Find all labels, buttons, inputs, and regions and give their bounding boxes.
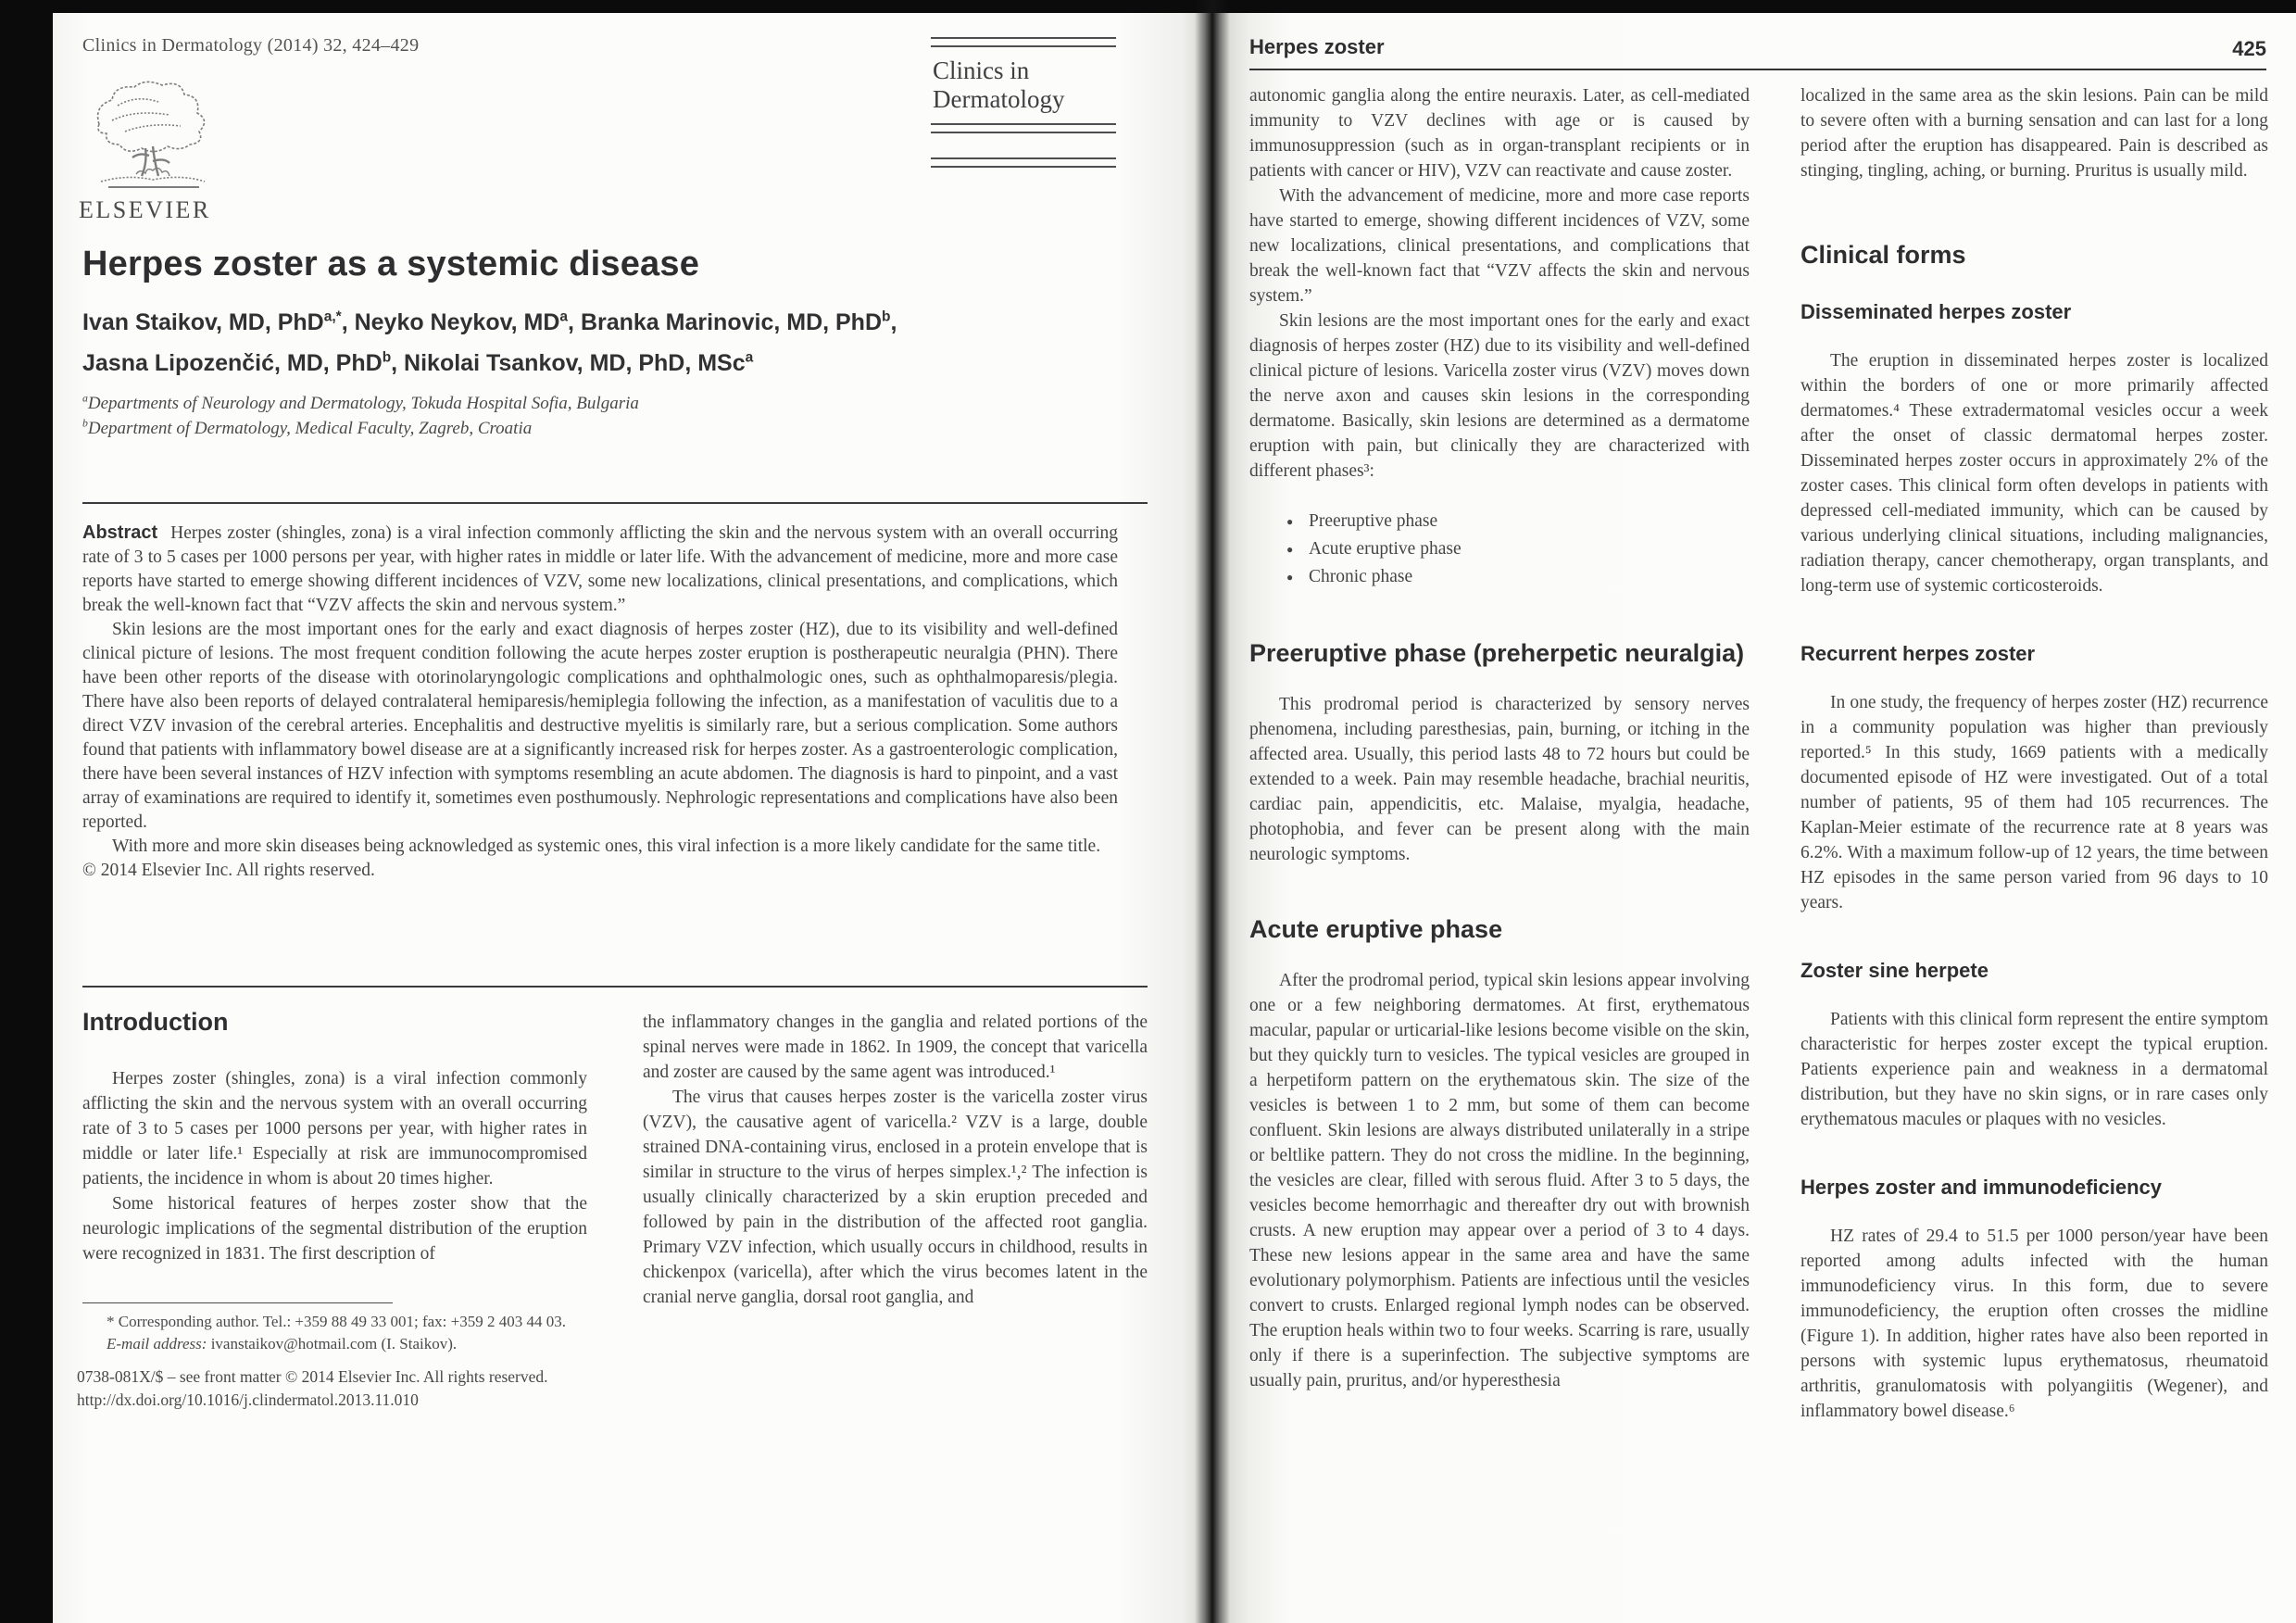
intro-paragraph-1: Herpes zoster (shingles, zona) is a viral infection commonly afflicting the skin and the nervous system with an overall occurring rate of 3 to 5 cases per 1000 persons per year, with higher rates in middle or later life.¹ Especially at risk are immunocompromised patients, the incidence in whom is about 20 times higher.: [82, 1069, 587, 1189]
abstract-p1-text: Herpes zoster (shingles, zona) is a viral infection commonly afflicting the skin and the nervous system with an overall occurring rate of 3 to 5 cases per 1000 persons per year, with higher rates in middle or later life. With the advancement of medicine, more and more case reports have started to emerge showing different incidences of VZV, some new localizations, clinical presentations, and complications, which break the well-known fact that “VZV affects the skin and nervous system.”: [82, 523, 1118, 615]
advancement-paragraph: With the advancement of medicine, more and more case reports have started to emerge, showing different incidences of VZV, some new localizations, clinical presentations, and complications that break the well-known fact that “VZV affects the skin and nervous system.”: [1249, 186, 1750, 306]
abstract-rule-bottom: [82, 986, 1148, 988]
abstract: [82, 521, 1118, 883]
footnote-rule: [82, 1302, 393, 1303]
disseminated-paragraph: The eruption in disseminated herpes zoster is localized within the borders of one or more primarily affected dermatomes.⁴ These extradermatomal vesicles occur a week after the onset of classic dermatomal herpes zoster. Disseminated herpes zoster occurs in approximately 2% of the zoster cases. This clinical form often develops in patients with depressed cell-mediated immunity, which can be caused by various underlying clinical situations, including malignancies, radiation therapy, cancer chemotherapy, organ transplants, and long-term use of systemic corticosteroids.: [1800, 351, 2268, 596]
abstract-copyright: © 2014 Elsevier Inc. All rights reserved.: [82, 861, 375, 880]
journal-reference: Clinics in Dermatology (2014) 32, 424–429: [82, 35, 420, 56]
left-page-column-1: [82, 1010, 587, 1266]
footnote-block: [82, 1302, 601, 1355]
front-matter-block: [77, 1365, 548, 1412]
issn-line: 0738-081X/$ – see front matter © 2014 Elsevier Inc. All rights reserved.: [77, 1367, 548, 1386]
elsevier-tree-logo: [81, 78, 227, 197]
abstract-paragraph-2: Skin lesions are the most important ones for the early and exact diagnosis of herpes zoster (HZ), due to its visibility and well-defined clinical picture of lesions. The most frequent condition following the acute herpes zoster eruption is postherapeutic neuralgia (PHN). There have been other reports of the disease with otorinolaryngologic complications and ophthalmologic ones, such as ophthalmoparesis/plegia. There have also been reports of delayed contralateral hemiparesis/hemiplegia following the infection, as a manifestation of vaculitis due to a direct VZV invasion of the cerebral arteries. Encephalitis and destructive myelitis is similarly rare, but a serious complication. Some authors found that patients with inflammatory bowel disease are at a significantly increased risk for herpes zoster. As a gastroenterologic complication, there have been several instances of HZV infection with symptoms resembling an acute abdomen. The diagnosis is hard to pinpoint, and a vast array of examinations are required to identify it, sometimes even posthumously. Nephrologic representations and complications have also been reported.: [82, 620, 1118, 832]
corresponding-author-note: * Corresponding author. Tel.: +359 88 49 33 001; fax: +359 2 403 44 03.: [107, 1313, 566, 1330]
running-head-rule: [1249, 69, 2266, 70]
email-note: [82, 1333, 601, 1355]
abstract-label: Abstract: [82, 522, 158, 543]
abstract-rule-top: [82, 502, 1148, 504]
acute-paragraph: After the prodromal period, typical skin lesions appear involving one or a few neighboring dermatomes. At first, erythematous macular, papular or urticarial-like lesions become visible on the skin, but they quickly turn to vesicles. The typical vesicles are grouped in a herpetiform pattern on the erythematous skin. The size of the vesicles is between 1 to 2 mm, but some of them can become confluent. Skin lesions are always distributed unilaterally in a stripe or beltlike pattern. They do not cross the midline. In the beginning, the vesicles are clear, filled with serous fluid. After 3 to 5 days, the vesicles become hemorrhagic and thereafter dry out with brownish crusts. A new eruption may appear over a period of 3 to 4 days. These new lesions appear in the same area and have the same evolutionary polymorphism. Patients are infectious until the vesicles convert to crusts. Enlarged regional lymph nodes can be observed. The eruption heals within two to four weeks. Scarring is rare, usually only if there is a superinfection. The subjective symptoms are usually pain, pruritus, and/or hyperesthesia: [1249, 971, 1750, 1390]
journal-box-title: [931, 47, 1116, 123]
scan-edge-left: [0, 0, 53, 1623]
article-title: Herpes zoster as a systemic disease: [82, 245, 700, 283]
intro-paragraph-2: Some historical features of herpes zoster show that the neurologic implications of the segmental distribution of the eruption were recognized in 1831. The first description of: [82, 1194, 587, 1264]
right-page: [1224, 13, 2296, 1623]
sine-herpete-paragraph: Patients with this clinical form represent the entire symptom characteristic for herpes zoster except the typical eruption. Patients experience pain and weakness in a dermatomal distribution, but they have no skin signs, or in rare cases only erythematous macules or plaques with no vesicles.: [1800, 1010, 2268, 1129]
email-label: E-mail address:: [107, 1335, 207, 1352]
preeruptive-heading: Preeruptive phase (preherpetic neuralgia): [1249, 639, 1745, 667]
recurrent-heading: Recurrent herpes zoster: [1800, 642, 2036, 665]
running-head: [1249, 35, 2266, 59]
journal-box-rule-bottom: [931, 157, 1116, 168]
elsevier-wordmark: ELSEVIER: [79, 196, 211, 223]
email-value: ivanstaikov@hotmail.com (I. Staikov).: [207, 1335, 458, 1352]
journal-cover-box: [931, 37, 1116, 168]
abstract-paragraph-1: [82, 521, 1118, 618]
abstract-paragraph-3: With more and more skin diseases being acknowledged as systemic ones, this viral infection is a more likely candidate for the same title.: [112, 837, 1101, 856]
pain-paragraph: localized in the same area as the skin lesions. Pain can be mild to severe often with a burning sensation and can last for a long period after the eruption has disappeared. Pain is described as stinging, tingling, aching, or burning. Pruritus is usually mild.: [1800, 86, 2268, 181]
left-page-column-2: [643, 1010, 1148, 1310]
recurrent-paragraph: In one study, the frequency of herpes zoster (HZ) recurrence in a community population was higher than previously reported.⁵ In this study, 1669 patients with a medically documented episode of HZ were investigated. Out of a total number of patients, 95 of them had 105 recurrences. The Kaplan-Meier estimate of the recurrence rate at 8 years was 6.2%. With a maximum follow-up of 12 years, the time between HZ episodes in the same person varied from 96 days to 10 years.: [1800, 693, 2268, 912]
acute-heading: Acute eruptive phase: [1249, 915, 1503, 943]
scan-edge-top: [0, 0, 2296, 13]
journal-box-line1: Clinics in: [933, 57, 1030, 84]
author-line-2: Jasna Lipozenčić, MD, PhD$^b$, Nikolai Tsankov, MD, PhD, MSc$^a$: [82, 349, 754, 376]
book-spine-gutter: [1195, 0, 1230, 1623]
preeruptive-paragraph: This prodromal period is characterized by sensory nerves phenomena, including paresthesias, pain, burning, or itching in the affected area. Usually, this period lasts 48 to 72 hours but could be extended to a week. Pain may resemble headache, brachial neuritis, cardiac pain, appendicitis, etc. Malaise, myalgia, headache, photophobia, and fever can be present along with the main neurologic symptoms.: [1249, 695, 1750, 864]
doi-line: http://dx.doi.org/10.1016/j.clindermatol.2013.11.010: [77, 1390, 419, 1409]
affiliation-a: $^a$Departments of Neurology and Dermatology, Tokuda Hospital Sofia, Bulgaria: [82, 392, 639, 413]
journal-box-line2: Dermatology: [933, 85, 1065, 113]
affiliations: [82, 391, 639, 441]
introduction-heading: Introduction: [82, 1008, 229, 1036]
clinical-forms-heading: Clinical forms: [1800, 241, 1966, 269]
phases-list: [1249, 508, 1750, 591]
author-list: [82, 302, 897, 384]
virus-description-paragraph: The virus that causes herpes zoster is the varicella zoster virus (VZV), the causative agent of varicella.² VZV is a large, double strained DNA-containing virus, enclosed in a protein envelope that is similar in structure to the virus of herpes simplex.¹,² The infection is usually clinically characterized by a skin eruption preceded and followed by pain in the distribution of the affected root ganglia. Primary VZV infection, which usually occurs in childhood, results in chickenpox (varicella), after which the virus becomes latent in the cranial nerve ganglia, dorsal root ganglia, and: [643, 1088, 1148, 1307]
right-page-column-2: [1800, 83, 2268, 1424]
disseminated-heading: Disseminated herpes zoster: [1800, 300, 2072, 323]
right-page-column-1: [1249, 83, 1750, 1393]
immunodeficiency-paragraph: HZ rates of 29.4 to 51.5 per 1000 person/year have been reported among adults infected with the human immunodeficiency virus. In this form, due to severe immunodeficiency, the eruption often crosses the midline (Figure 1). In addition, higher rates have also been reported in persons with systemic lupus erythematosus, rheumatoid arthritis, granulomatosis with polyangiitis (Wegener), and inflammatory bowel disease.⁶: [1800, 1227, 2268, 1421]
skin-lesions-paragraph: Skin lesions are the most important ones for the early and exact diagnosis of herpes zoster (HZ) due to its visibility and well-defined clinical picture of lesions. Varicella zoster virus (VZV) moves down the nerve axon and causes skin lesions in the corresponding dermatome. Basically, skin lesions are determined as a dermatome eruption with pain, but clinically they are characterized with different phases³:: [1249, 311, 1750, 481]
affiliation-b: $^b$Department of Dermatology, Medical Faculty, Zagreb, Croatia: [82, 417, 533, 438]
ganglia-paragraph: autonomic ganglia along the entire neuraxis. Later, as cell-mediated immunity to VZV declines with age or is caused by immunosuppression (such as in organ-transplant recipients or in patients with cancer or HIV), VZV can reactivate and cause zoster.: [1249, 86, 1750, 181]
intro-continuation-paragraph: the inflammatory changes in the ganglia and related portions of the spinal nerves were made in 1862. In 1909, the concept that varicella and zoster are caused by the same agent was introduced.¹: [643, 1013, 1148, 1082]
left-page: [53, 13, 1200, 1623]
author-line-1: Ivan Staikov, MD, PhD$^{a,*}$, Neyko Neykov, $MD^a$, Branka Marinovic, MD, PhD$^b$,: [82, 308, 897, 335]
journal-box-rule-mid: [931, 123, 1116, 133]
immunodeficiency-heading: Herpes zoster and immunodeficiency: [1800, 1176, 2162, 1199]
running-head-title: Herpes zoster: [1249, 35, 1385, 58]
phase-item-chronic: ● Chronic phase: [1286, 563, 1750, 591]
sine-herpete-heading: Zoster sine herpete: [1800, 959, 1989, 982]
phase-item-acute: ● Acute eruptive phase: [1286, 535, 1750, 563]
page-number: 425: [2232, 37, 2266, 60]
journal-box-rule-top: [931, 37, 1116, 47]
phase-item-preeruptive: ● Preeruptive phase: [1286, 508, 1750, 535]
